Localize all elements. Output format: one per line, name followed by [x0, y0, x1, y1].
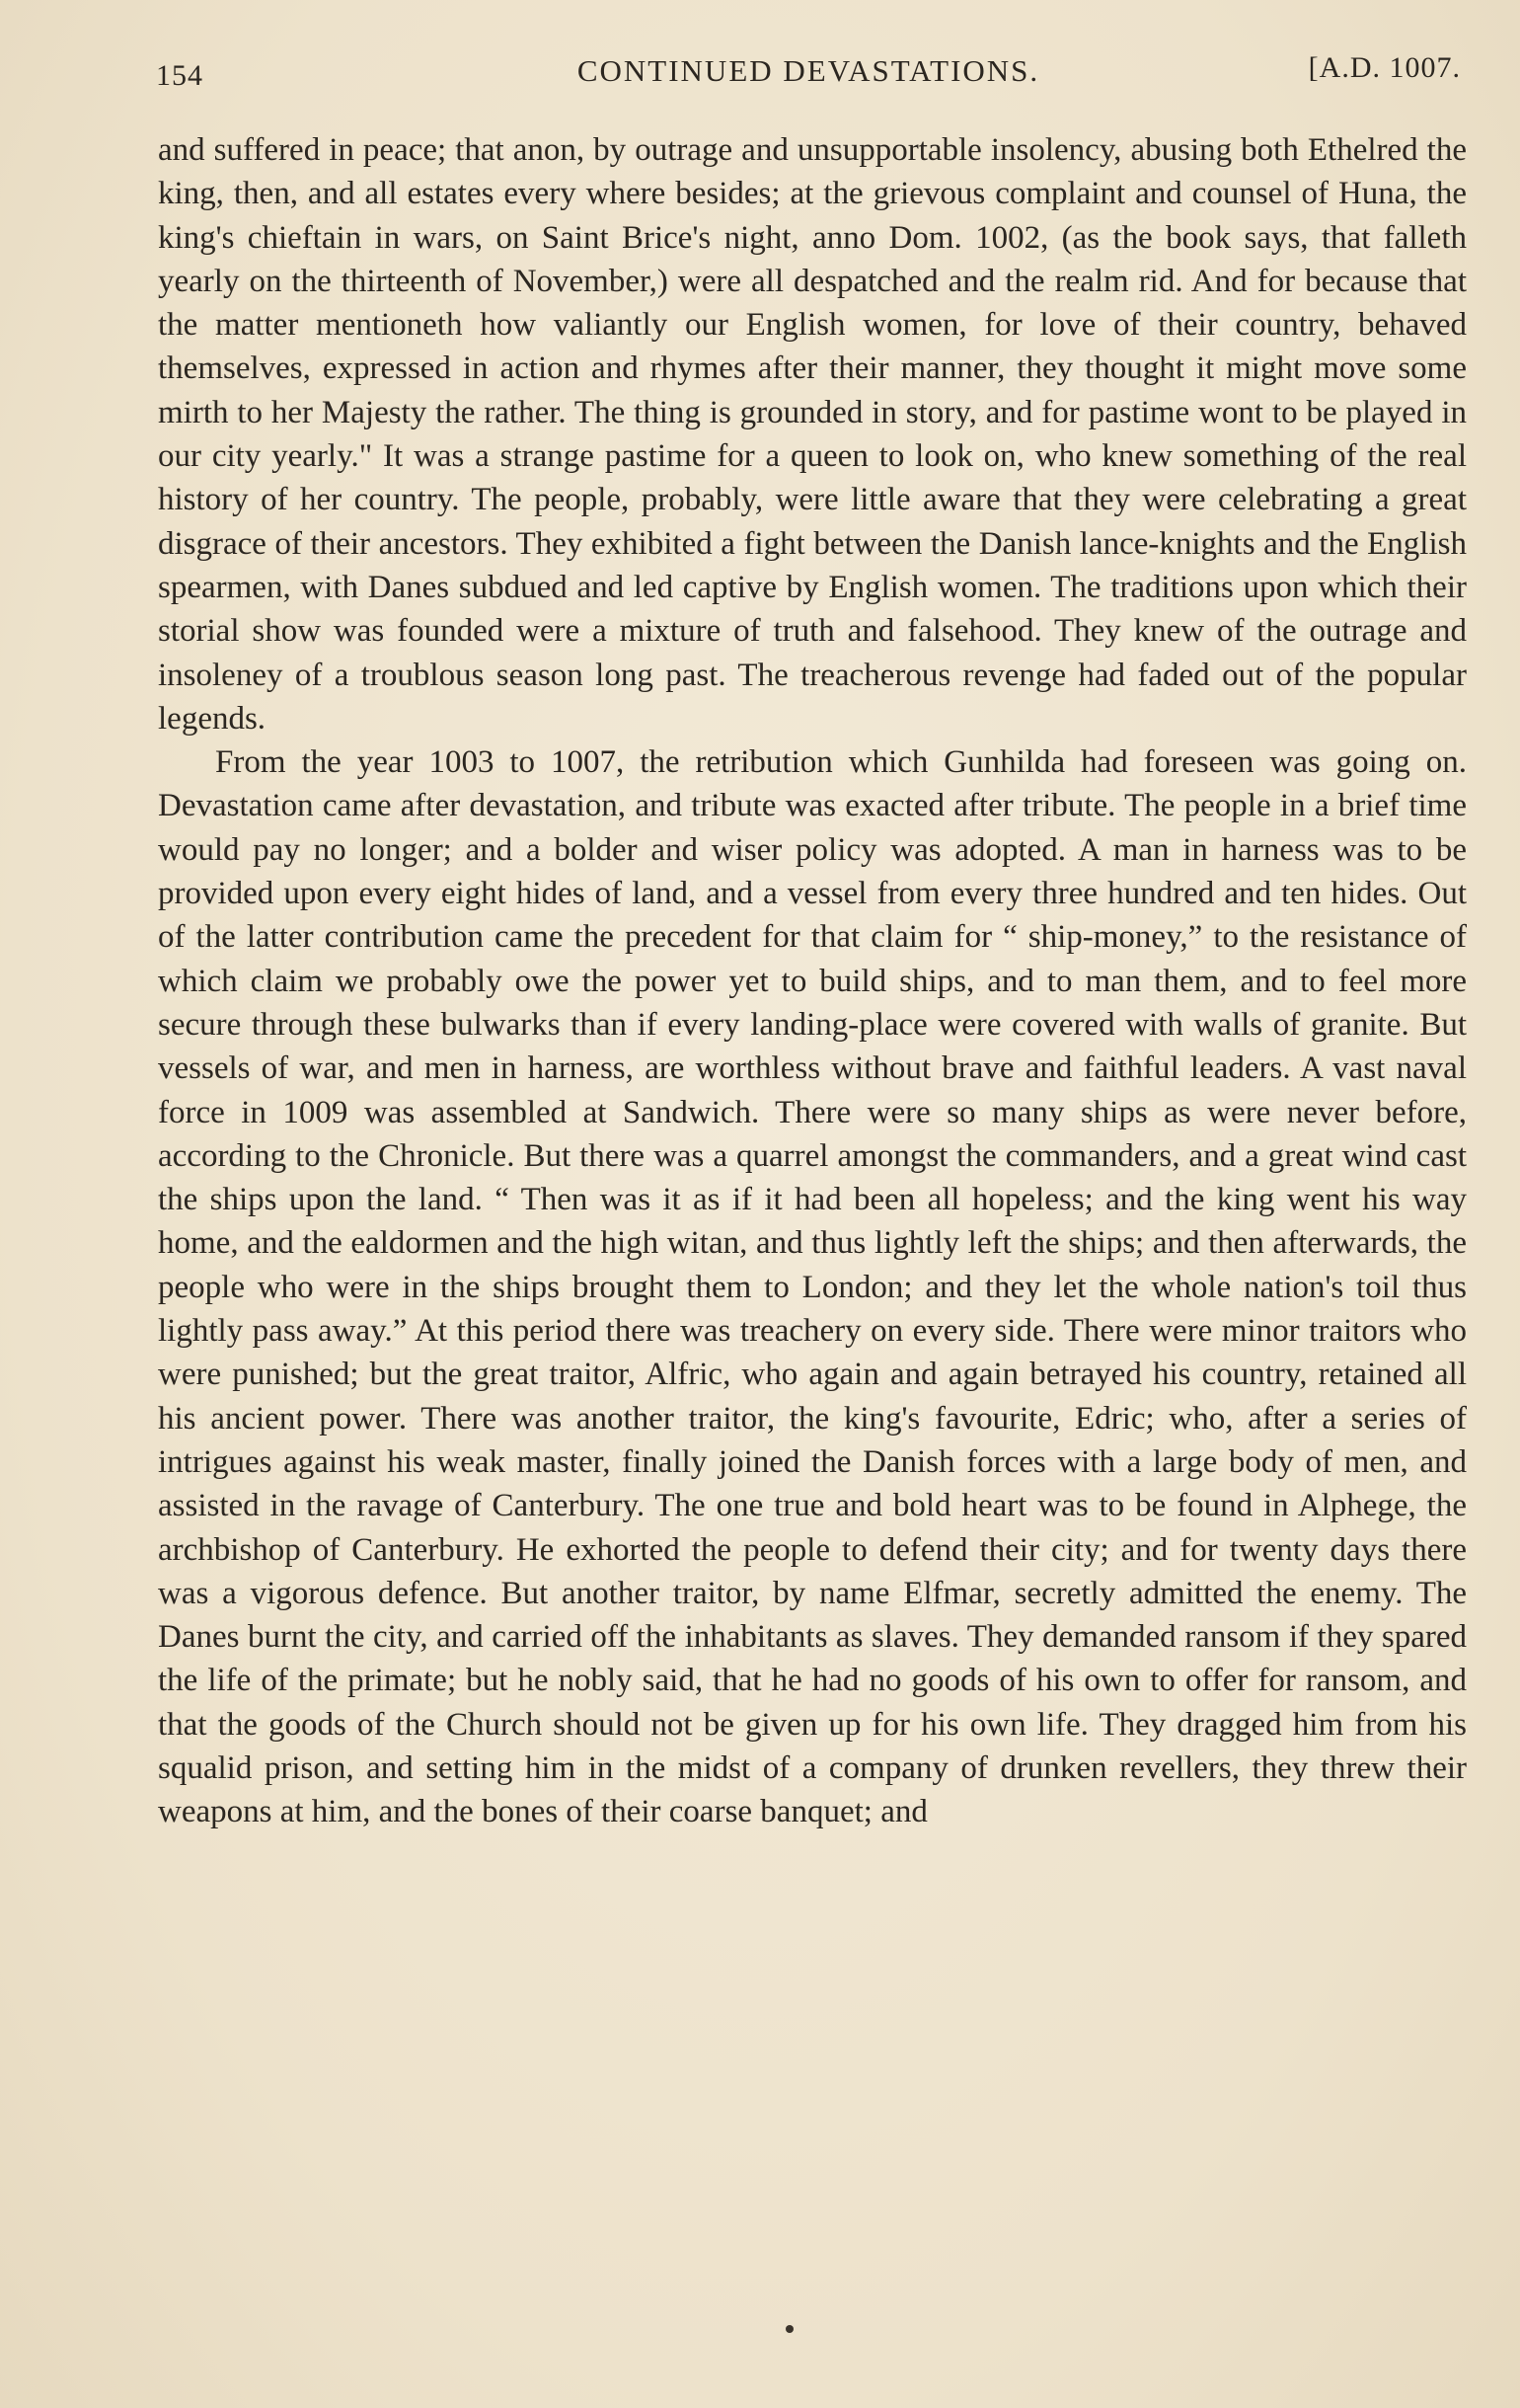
- page-header: [156, 51, 1461, 95]
- printer-mark-dot: [786, 2325, 794, 2333]
- paragraph-2: From the year 1003 to 1007, the retribution which Gunhilda had foreseen was going on. Devastation came after devastation, and tribute was exacted after tribute. The people in a brief time would pay no longer; and a bolder and wiser policy was adopted. A man in harness was to be provided upon every eight hides of land, and a vessel from every three hundred and ten hides. Out of the latter contribution came the precedent for that claim for “ ship-money,” to the resistance of which claim we probably owe the power yet to build ships, and to man them, and to feel more secure through these bulwarks than if every landing-place were covered with walls of granite. But vessels of war, and men in harness, are worthless without brave and faithful leaders. A vast naval force in 1009 was assembled at Sandwich. There were so many ships as were never before, according to the Chronicle. But there was a quarrel amongst the commanders, and a great wind cast the ships upon the land. “ Then was it as if it had been all hopeless; and the king went his way home, and the ealdormen and the high witan, and thus lightly left the ships; and then afterwards, the people who were in the ships brought them to London; and they let the whole nation's toil thus lightly pass away.” At this period there was treachery on every side. There were minor traitors who were punished; but the great traitor, Alfric, who again and again betrayed his country, retained all his ancient power. There was another traitor, the king's favourite, Edric; who, after a series of intrigues against his weak master, finally joined the Danish forces with a large body of men, and assisted in the ravage of Canterbury. The one true and bold heart was to be found in Alphege, the archbishop of Canterbury. He exhorted the people to defend their city; and for twenty days there was a vigorous defence. But another traitor, by name Elfmar, secretly admitted the enemy. The Danes burnt the city, and carried off the inhabitants as slaves. They demanded ransom if they spared the life of the primate; but he nobly said, that he had no goods of his own to offer for ransom, and that the goods of the Church should not be given up for his own life. They dragged him from his squalid prison, and setting him in the midst of a company of drunken revellers, they threw their weapons at him, and the bones of their coarse banquet; and: [158, 744, 1467, 1830]
- date-note: [A.D. 1007.: [1308, 51, 1461, 84]
- body-text: [158, 128, 1467, 1834]
- page-number: 154: [156, 59, 203, 92]
- paragraph-1: and suffered in peace; that anon, by outrage and unsupportable insolency, abusing both Ethelred the king, then, and all estates every where besides; at the grievous complaint and counsel of Huna, the king's chieftain in wars, on Saint Brice's night, anno Dom. 1002, (as the book says, that falleth yearly on the thirteenth of November,) were all despatched and the realm rid. And for because that the matter mentioneth how valiantly our English women, for love of their country, behaved themselves, expressed in action and rhymes after their manner, they thought it might move some mirth to her Majesty the rather. The thing is grounded in story, and for pastime wont to be played in our city yearly." It was a strange pastime for a queen to look on, who knew something of the real history of her country. The people, probably, were little aware that they were celebrating a great disgrace of their ancestors. They exhibited a fight between the Danish lance-knights and the English spearmen, with Danes subdued and led captive by English women. The traditions upon which their storial show was founded were a mixture of truth and falsehood. They knew of the outrage and insoleney of a troublous season long past. The treacherous revenge had faded out of the popular legends.: [158, 132, 1467, 737]
- running-title: CONTINUED DEVASTATIONS.: [576, 53, 1040, 88]
